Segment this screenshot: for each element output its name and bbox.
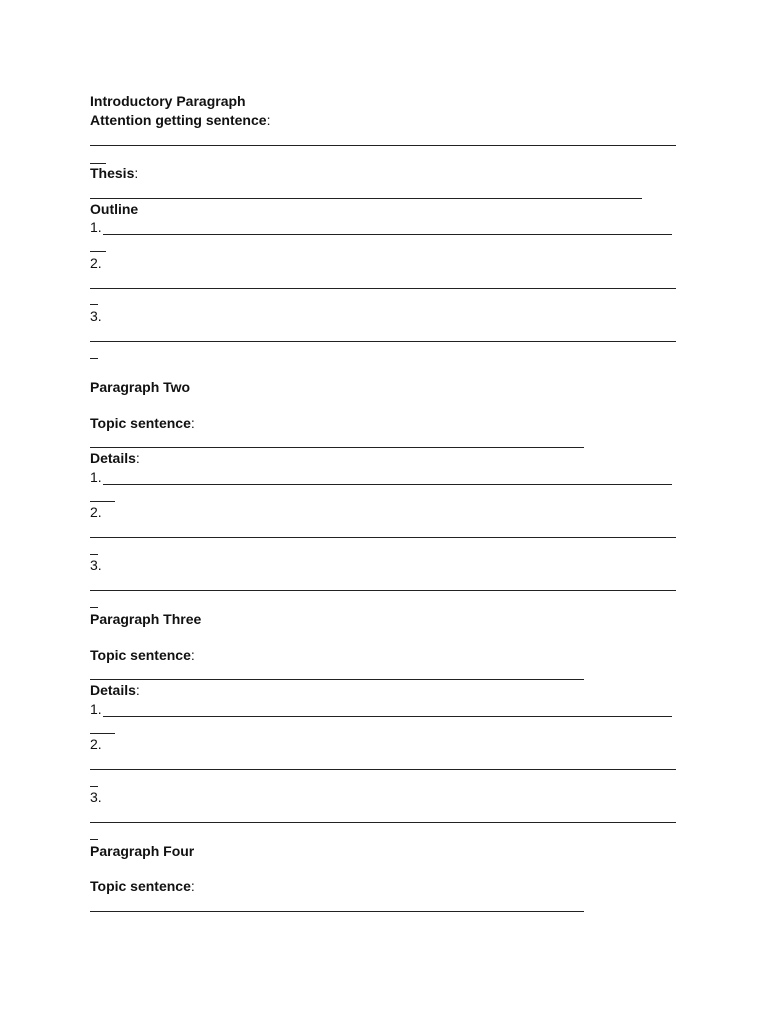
section-heading-paragraph-three: Paragraph Three bbox=[90, 611, 202, 627]
p2-detail-1-line-wrap bbox=[90, 501, 115, 502]
attention-label-row bbox=[90, 112, 270, 129]
p2-detail-3-line-wrap bbox=[90, 607, 98, 608]
p2-detail-2-number: 2. bbox=[90, 504, 102, 520]
section-heading-intro: Introductory Paragraph bbox=[90, 93, 246, 109]
section-heading-paragraph-four: Paragraph Four bbox=[90, 843, 195, 859]
outline-item-1-number: 1. bbox=[90, 219, 102, 235]
colon: : bbox=[190, 878, 195, 894]
p3-topic-label-row bbox=[90, 647, 195, 664]
outline-item-3-line-wrap bbox=[90, 358, 98, 359]
colon: : bbox=[190, 647, 195, 663]
section-heading-paragraph-two: Paragraph Two bbox=[90, 379, 191, 395]
p3-topic-answer-line[interactable] bbox=[90, 679, 584, 680]
attention-answer-line[interactable] bbox=[90, 145, 676, 146]
colon: : bbox=[135, 450, 140, 466]
p4-topic-label-row bbox=[90, 878, 195, 895]
p2-details-label-row bbox=[90, 450, 140, 467]
p3-details-label: Details bbox=[90, 682, 136, 698]
p3-detail-2-number: 2. bbox=[90, 736, 102, 752]
p3-detail-1-number: 1. bbox=[90, 701, 102, 717]
outline-item-1-line[interactable] bbox=[103, 234, 672, 235]
colon: : bbox=[266, 112, 271, 128]
thesis-answer-line[interactable] bbox=[90, 198, 642, 199]
outline-item-3-number: 3. bbox=[90, 308, 102, 324]
p2-topic-label-row bbox=[90, 415, 195, 432]
p3-detail-1-line[interactable] bbox=[103, 716, 672, 717]
attention-label: Attention getting sentence bbox=[90, 112, 267, 128]
p3-detail-3-number: 3. bbox=[90, 789, 102, 805]
p2-detail-1-number: 1. bbox=[90, 469, 102, 485]
p2-detail-3-number: 3. bbox=[90, 557, 102, 573]
p3-detail-2-line-wrap bbox=[90, 786, 98, 787]
p4-topic-label: Topic sentence bbox=[90, 878, 191, 894]
attention-answer-line-wrap bbox=[90, 163, 106, 164]
outline-item-2-line[interactable] bbox=[90, 288, 676, 289]
p3-detail-1-line-wrap bbox=[90, 733, 115, 734]
colon: : bbox=[135, 682, 140, 698]
colon: : bbox=[134, 165, 139, 181]
outline-item-2-number: 2. bbox=[90, 255, 102, 271]
p3-detail-2-line[interactable] bbox=[90, 769, 676, 770]
p2-detail-2-line[interactable] bbox=[90, 537, 676, 538]
p2-detail-1-line[interactable] bbox=[103, 484, 672, 485]
p2-detail-2-line-wrap bbox=[90, 554, 98, 555]
p2-topic-label: Topic sentence bbox=[90, 415, 191, 431]
colon: : bbox=[190, 415, 195, 431]
thesis-label-row bbox=[90, 165, 138, 182]
p3-detail-3-line[interactable] bbox=[90, 822, 676, 823]
outline-item-3-line[interactable] bbox=[90, 341, 676, 342]
p3-detail-3-line-wrap bbox=[90, 839, 98, 840]
p2-details-label: Details bbox=[90, 450, 136, 466]
p2-detail-3-line[interactable] bbox=[90, 590, 676, 591]
outline-item-1-line-wrap bbox=[90, 251, 106, 252]
p3-topic-label: Topic sentence bbox=[90, 647, 191, 663]
p2-topic-answer-line[interactable] bbox=[90, 447, 584, 448]
thesis-label: Thesis bbox=[90, 165, 135, 181]
outline-item-2-line-wrap bbox=[90, 304, 98, 305]
p3-details-label-row bbox=[90, 682, 140, 699]
p4-topic-answer-line[interactable] bbox=[90, 911, 584, 912]
outline-label: Outline bbox=[90, 201, 139, 217]
